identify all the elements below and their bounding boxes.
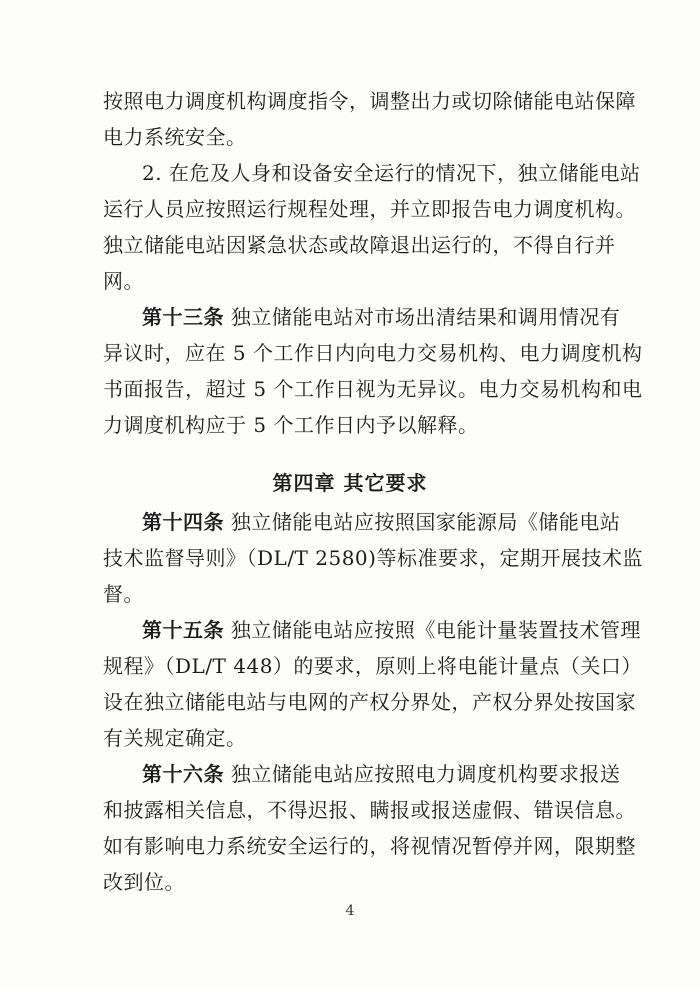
article-14-text: 独立储能电站应按照国家能源局《储能电站 (224, 510, 621, 534)
article-16-line-1 (142, 761, 620, 787)
article-14-line-2: 技术监督导则》（DL/T 2580)等标准要求，定期开展技术监 (103, 546, 643, 570)
article-13-text: 独立储能电站对市场出清结果和调用情况有 (224, 305, 621, 329)
article-14-label: 第十四条 (142, 510, 224, 534)
article-13-line-4: 力调度机构应于 5 个工作日内予以解释。 (103, 413, 479, 437)
page-number: 4 (345, 903, 355, 919)
article-15-text: 独立储能电站应按照《电能计量装置技术管理 (224, 618, 641, 642)
article-15-line-4: 有关规定确定。 (103, 726, 247, 750)
article-15-line-3: 设在独立储能电站与电网的产权分界处，产权分界处按国家 (103, 690, 636, 714)
article-13-line-3: 书面报告，超过 5 个工作日视为无异议。电力交易机构和电 (103, 377, 643, 401)
paragraph-2-line-4: 网。 (103, 269, 144, 293)
article-15-line-1 (142, 617, 641, 643)
article-16-line-2: 和披露相关信息，不得迟报、瞒报或报送虚假、错误信息。 (103, 798, 636, 822)
article-15-label: 第十五条 (142, 618, 224, 642)
article-14-line-1 (142, 509, 620, 535)
article-13-line-1 (142, 304, 620, 330)
article-16-line-4: 改到位。 (103, 870, 185, 894)
article-16-label: 第十六条 (142, 762, 224, 786)
article-16-text: 独立储能电站应按照电力调度机构要求报送 (224, 762, 621, 786)
paragraph-2-line-3: 独立储能电站因紧急状态或故障退出运行的，不得自行并 (103, 233, 616, 257)
article-13-line-2: 异议时，应在 5 个工作日内向电力交易机构、电力调度机构 (103, 341, 643, 365)
chapter-heading: 第四章 其它要求 (272, 471, 428, 495)
paragraph-1-line-2: 电力系统安全。 (103, 125, 247, 149)
paragraph-1-line-1: 按照电力调度机构调度指令，调整出力或切除储能电站保障 (103, 89, 636, 113)
article-15-line-2: 规程》（DL/T 448）的要求，原则上将电能计量点（关口） (103, 654, 642, 678)
article-13-label: 第十三条 (142, 305, 224, 329)
article-14-line-3: 督。 (103, 582, 144, 606)
paragraph-2-line-2: 运行人员应按照运行规程处理，并立即报告电力调度机构。 (103, 197, 636, 221)
article-16-line-3: 如有影响电力系统安全运行的，将视情况暂停并网，限期整 (103, 834, 636, 858)
paragraph-2-line-1: 2. 在危及人身和设备安全运行的情况下，独立储能电站 (142, 161, 641, 185)
